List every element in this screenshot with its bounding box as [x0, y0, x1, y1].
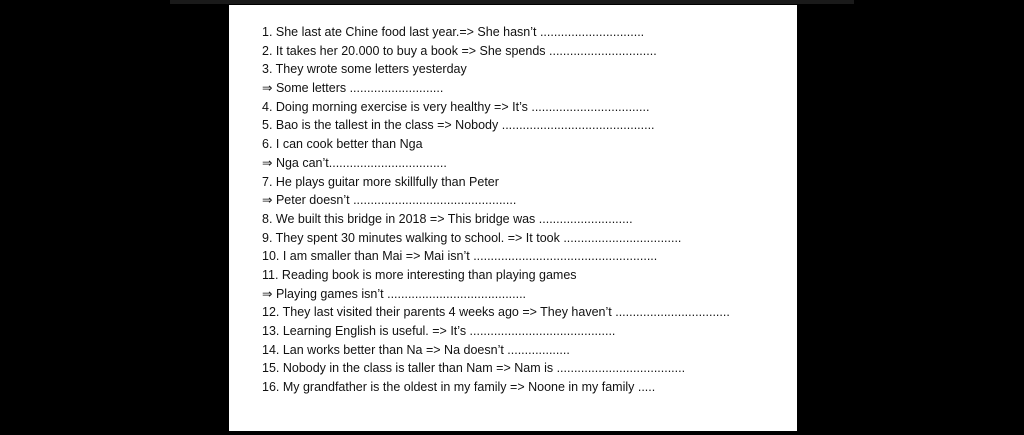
exercise-line: 6. I can cook better than Nga — [262, 137, 423, 152]
exercise-line: 16. My grandfather is the oldest in my family => Noone in my family ..... — [262, 380, 656, 395]
exercise-line: 14. Lan works better than Na => Na doesn’t .................. — [262, 342, 570, 357]
exercise-line: 5. Bao is the tallest in the class => Nobody ............................................ — [262, 118, 655, 133]
exercise-line: 11. Reading book is more interesting than playing games — [262, 267, 577, 282]
exercise-line: 1. She last ate Chine food last year.=> She hasn’t .............................. — [262, 25, 645, 39]
exercise-list — [262, 23, 787, 397]
exercise-line: 15. Nobody in the class is taller than Nam => Nam is ..................................... — [262, 361, 686, 376]
exercise-line: 7. He plays guitar more skillfully than Peter — [262, 174, 499, 189]
exercise-line: ⇒ Nga can’t.................................. — [262, 155, 447, 170]
exercise-line: 2. It takes her 20.000 to buy a book => She spends ............................... — [262, 43, 657, 58]
exercise-line: ⇒ Playing games isn’t ........................................ — [262, 286, 527, 301]
exercise-line: ⇒ Some letters ........................... — [262, 81, 444, 96]
exercise-line: ⇒ Peter doesn’t ............................................... — [262, 193, 517, 208]
exercise-line: 3. They wrote some letters yesterday — [262, 62, 467, 77]
exercise-line: 8. We built this bridge in 2018 => This bridge was ........................... — [262, 211, 633, 226]
top-border — [170, 0, 854, 4]
exercise-line: 4. Doing morning exercise is very healthy => It’s .................................. — [262, 99, 650, 114]
exercise-line: 13. Learning English is useful. => It’s .......................................... — [262, 324, 616, 338]
exercise-line: 10. I am smaller than Mai => Mai isn’t ..................................................... — [262, 249, 658, 264]
worksheet-page — [229, 5, 797, 431]
exercise-line: 12. They last visited their parents 4 weeks ago => They haven’t ................................. — [262, 305, 730, 320]
exercise-line: 9. They spent 30 minutes walking to school. => It took .................................. — [262, 230, 682, 245]
